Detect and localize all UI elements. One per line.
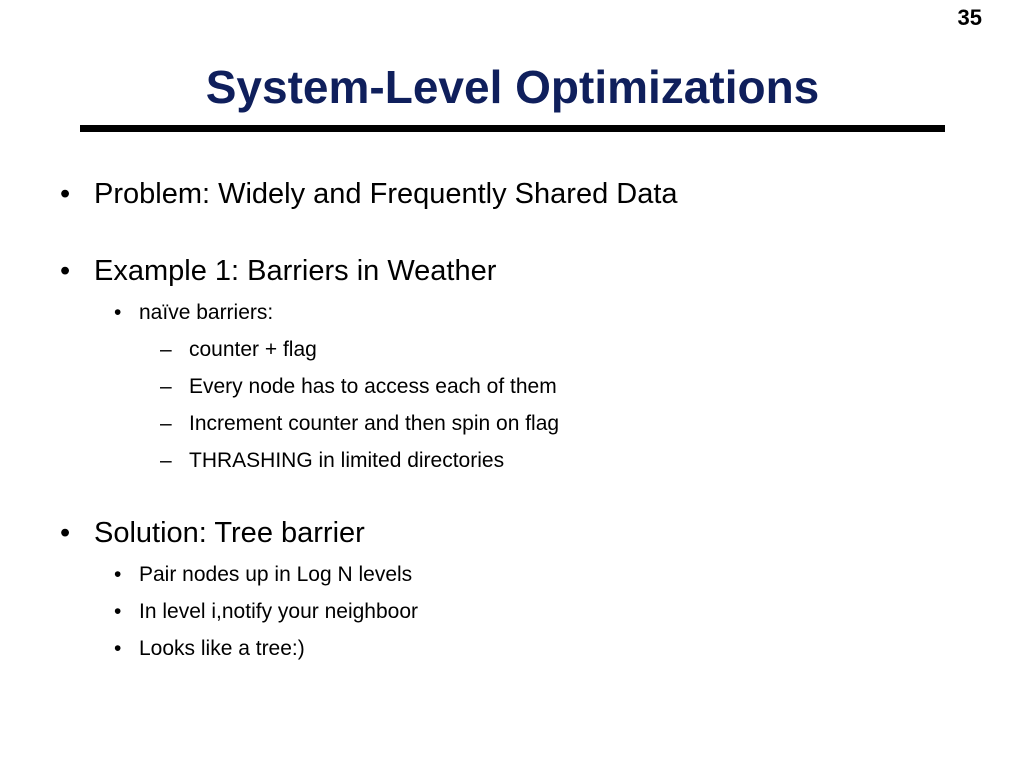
bullet-marker: • xyxy=(114,600,122,623)
dash-marker: – xyxy=(160,412,172,435)
sub-bullet-text: Looks like a tree:) xyxy=(139,637,305,660)
sub-bullet-text: Pair nodes up in Log N levels xyxy=(139,563,413,586)
dash-marker: – xyxy=(160,338,172,361)
slide-title: System-Level Optimizations xyxy=(205,61,820,113)
dash-marker: – xyxy=(160,449,172,472)
dash-text: Increment counter and then spin on flag xyxy=(189,412,560,435)
sub-bullet-text: In level i,notify your neighboor xyxy=(139,600,418,623)
bullet-marker: • xyxy=(114,301,122,324)
bullet-marker: • xyxy=(60,517,71,549)
sub-bullet-text: naïve barriers: xyxy=(139,301,274,324)
bullet-marker: • xyxy=(60,178,71,210)
bullet-text: Example 1: Barriers in Weather xyxy=(94,255,497,287)
bullet-marker: • xyxy=(114,563,122,586)
bullet-marker: • xyxy=(114,637,122,660)
dash-marker: – xyxy=(160,375,172,398)
dash-text: Every node has to access each of them xyxy=(189,375,557,398)
bullet-marker: • xyxy=(60,255,71,287)
bullet-text: Problem: Widely and Frequently Shared Data xyxy=(94,178,678,210)
bullet-text: Solution: Tree barrier xyxy=(94,517,365,549)
slide-number: 35 xyxy=(957,5,982,30)
dash-text: counter + flag xyxy=(189,338,317,361)
dash-text: THRASHING in limited directories xyxy=(189,449,505,472)
